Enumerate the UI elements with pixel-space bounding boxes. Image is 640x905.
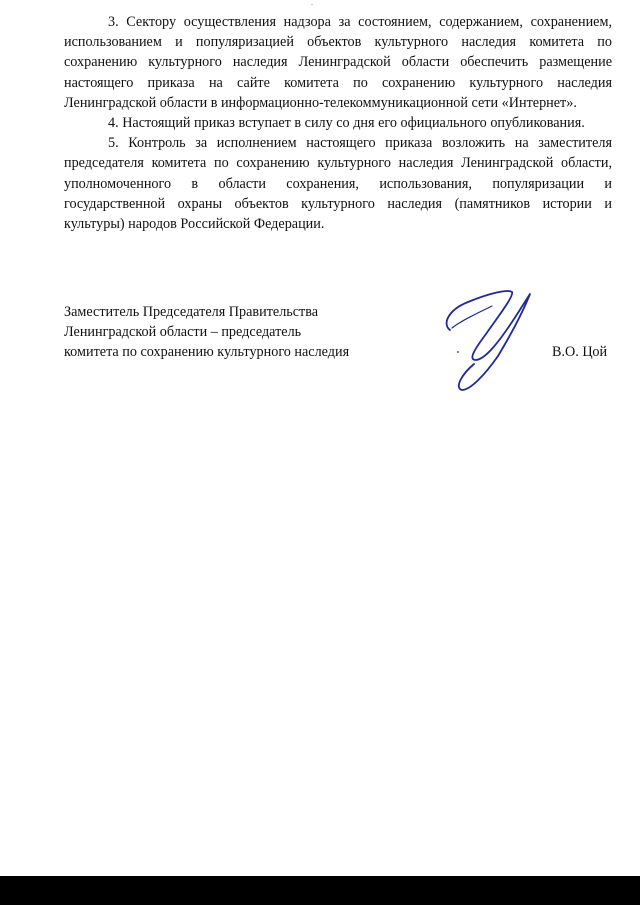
signatory-position (64, 302, 384, 363)
document-body (64, 12, 612, 234)
position-line-3: комитета по сохранению культурного наследия (64, 344, 350, 361)
position-line-2: Ленинградской области – председатель (64, 324, 302, 341)
signer-name: В.О. Цой (552, 344, 608, 360)
scan-speck (311, 4, 313, 5)
scan-bottom-edge (0, 876, 640, 905)
position-line-1: Заместитель Председателя Правительства (64, 304, 319, 320)
paragraph-4: 4. Настоящий приказ вступает в силу со дня его официального опубликования. (108, 115, 585, 132)
paragraph-5: 5. Контроль за исполнением настоящего приказа возложить на заместителя председателя комитета по сохранению культурного наследия Ленинградской области, уполномоченного в области сохранения, использования, популяризации и государственной охраны объектов культурного наследия (памятников истории и культуры) народов Российской Федерации. (64, 135, 612, 233)
paragraph-3: 3. Сектору осуществления надзора за состоянием, содержанием, сохранением, использованием и популяризацией объектов культурного наследия комитета по сохранению культурного наследия Ленинградской области обеспечить размещение настоящего приказа на сайте комитета по сохранению культурного наследия Ленинградской области в информационно-телекоммуникационной сети «Интернет». (64, 14, 612, 111)
handwritten-signature (428, 280, 540, 395)
